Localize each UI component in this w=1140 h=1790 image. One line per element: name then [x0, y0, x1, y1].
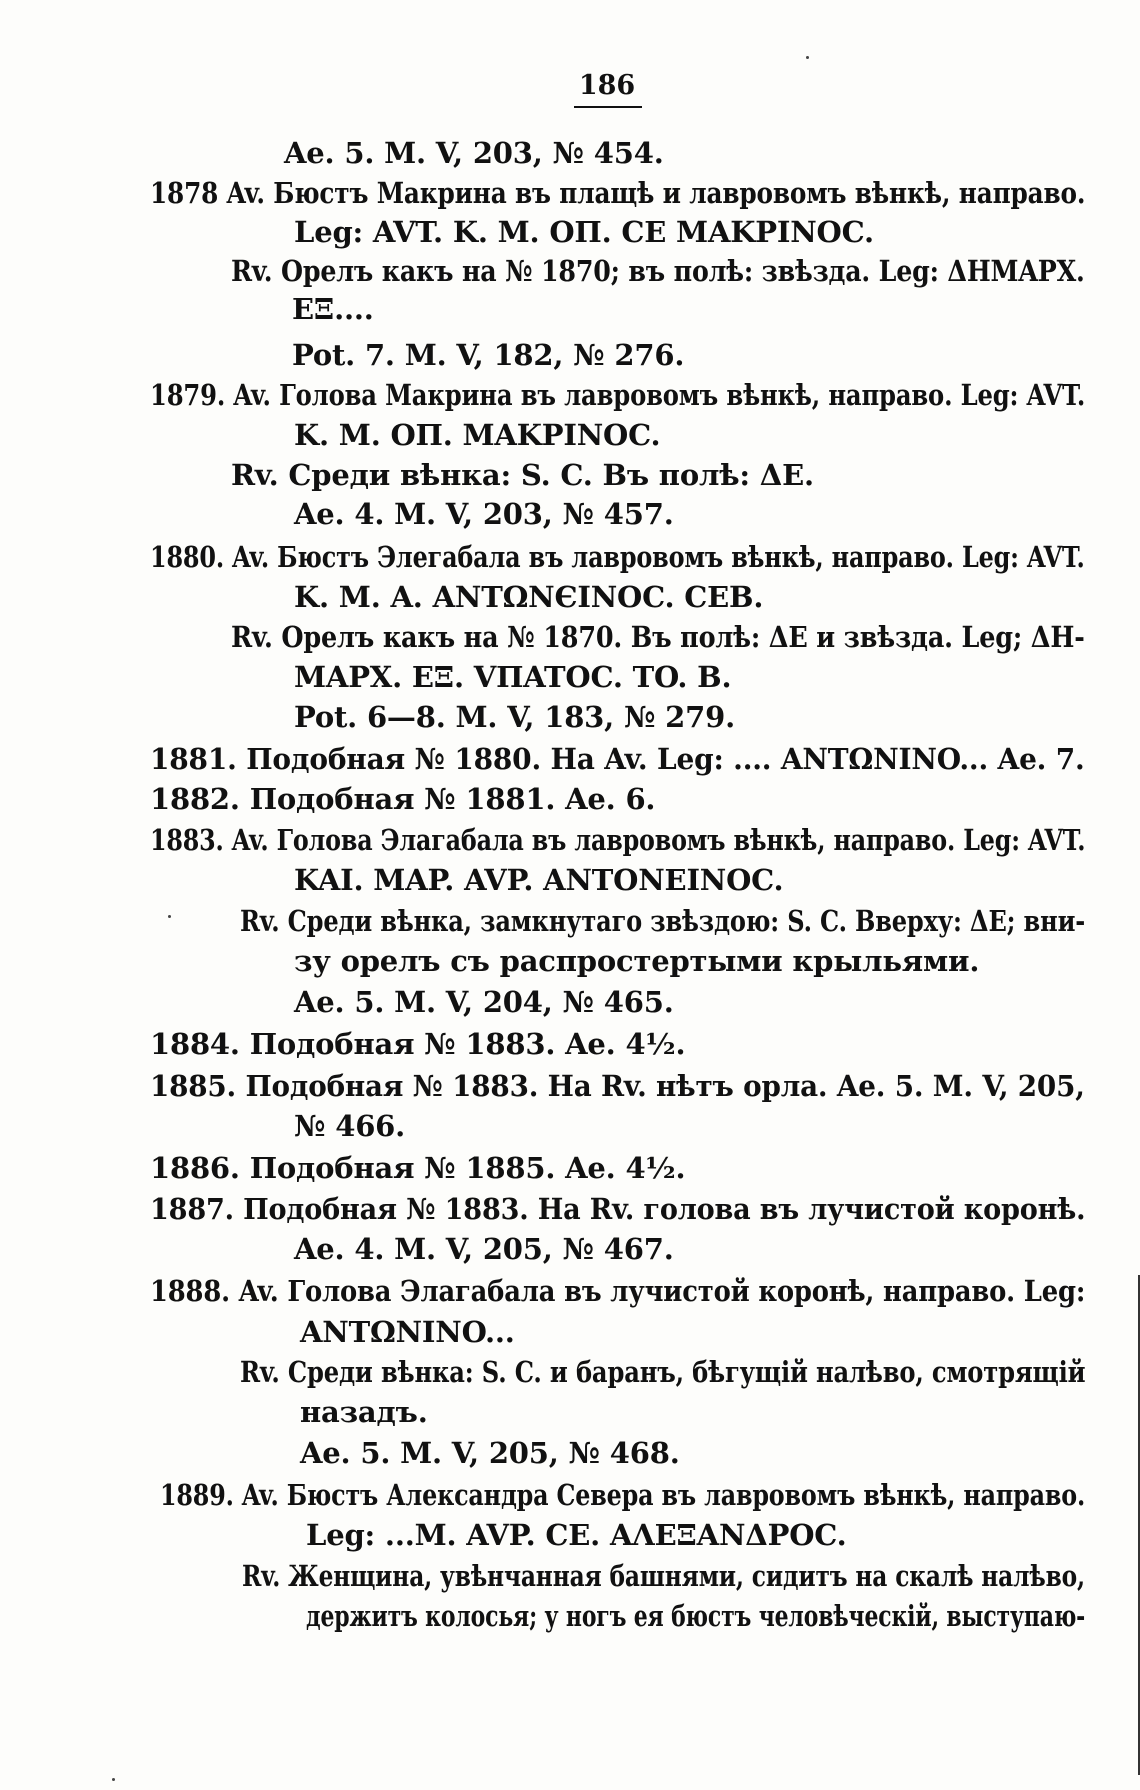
text-line: K. M. A. ANTΩNЄINOC. CEB. — [294, 580, 764, 614]
text-line: Rv. Женщина, увѣнчанная башнями, сидитъ на скалѣ налѣво, — [242, 1559, 1085, 1593]
text-line: зу орелъ съ распростертыми крыльями. — [294, 944, 980, 978]
text-line: Leg: AVT. K. M. ОП. CE MAKPINOC. — [294, 215, 874, 249]
text-line: Leg: ...M. AVP. CE. AΛEΞANΔPOC. — [306, 1518, 847, 1552]
page-number: 186 — [578, 70, 636, 101]
text-line: 1888. Av. Голова Элагабала въ лучистой коронѣ, направо. Leg: — [150, 1274, 1086, 1308]
scan-speck — [806, 56, 809, 59]
text-line: K. M. ОП. MAKPINOC. — [294, 418, 661, 452]
text-line: 1885. Подобная № 1883. На Rv. нѣтъ орла. Ae. 5. M. V, 205, — [150, 1069, 1085, 1103]
text-line: Rv. Среди вѣнка, замкнутаго звѣздою: S. C. Вверху: ΔE; вни- — [240, 904, 1086, 938]
text-line: № 466. — [294, 1109, 406, 1143]
text-line: Ae. 5. M. V, 203, № 454. — [284, 136, 664, 170]
text-line: KAI. MAP. AVP. ANTONEINOC. — [294, 863, 784, 897]
text-line: 1886. Подобная № 1885. Ae. 4½. — [150, 1151, 686, 1185]
text-line: MAPX. ΕΞ. VПATOC. TO. B. — [294, 660, 732, 694]
text-line: 1883. Av. Голова Элагабала въ лавровомъ вѣнкѣ, направо. Leg: AVT. — [150, 823, 1086, 857]
text-line: Rv. Орелъ какъ на № 1870; въ полѣ: звѣзда. Leg: ΔHMAPX. — [231, 254, 1085, 288]
text-line: Rv. Среди вѣнка: S. C. Въ полѣ: ΔE. — [231, 458, 814, 492]
text-line: Ae. 4. M. V, 205, № 467. — [294, 1232, 674, 1266]
text-line: 1878 Av. Бюстъ Макрина въ плащѣ и лавровомъ вѣнкѣ, направо. — [150, 176, 1086, 210]
text-line: 1889. Av. Бюстъ Александра Севера въ лавровомъ вѣнкѣ, направо. — [160, 1478, 1086, 1512]
text-line: 1887. Подобная № 1883. На Rv. голова въ лучистой коронѣ. — [150, 1192, 1086, 1226]
text-line: Rv. Среди вѣнка: S. C. и баранъ, бѣгущій налѣво, смотрящій — [240, 1355, 1086, 1389]
text-line: ANTΩNINO... — [300, 1315, 515, 1349]
text-line: Ae. 4. M. V, 203, № 457. — [294, 497, 674, 531]
text-line: 1884. Подобная № 1883. Ae. 4½. — [150, 1027, 686, 1061]
text-line: Rv. Орелъ какъ на № 1870. Въ полѣ: ΔE и звѣзда. Leg; ΔH- — [231, 620, 1085, 654]
text-line: Pot. 6—8. M. V, 183, № 279. — [294, 700, 735, 734]
text-line: 1880. Av. Бюстъ Элегабала въ лавровомъ вѣнкѣ, направо. Leg: AVT. — [150, 540, 1085, 574]
text-line: 1882. Подобная № 1881. Ae. 6. — [150, 782, 656, 816]
text-line: 1881. Подобная № 1880. На Av. Leg: .... ANTΩNINO... Ae. 7. — [150, 742, 1085, 776]
text-line: ΕΞ.... — [292, 292, 374, 326]
scan-speck — [168, 915, 171, 918]
text-line: Pot. 7. M. V, 182, № 276. — [292, 338, 685, 372]
text-line: Ae. 5. M. V, 204, № 465. — [294, 985, 674, 1019]
text-line: Ae. 5. M. V, 205, № 468. — [300, 1436, 680, 1470]
text-line: назадъ. — [300, 1395, 428, 1429]
text-line: 1879. Av. Голова Макрина въ лавровомъ вѣнкѣ, направо. Leg: AVT. — [150, 378, 1086, 412]
text-line: держитъ колосья; у ногъ ея бюстъ человѣческій, выступаю- — [306, 1599, 1086, 1633]
scan-speck — [112, 1778, 115, 1781]
